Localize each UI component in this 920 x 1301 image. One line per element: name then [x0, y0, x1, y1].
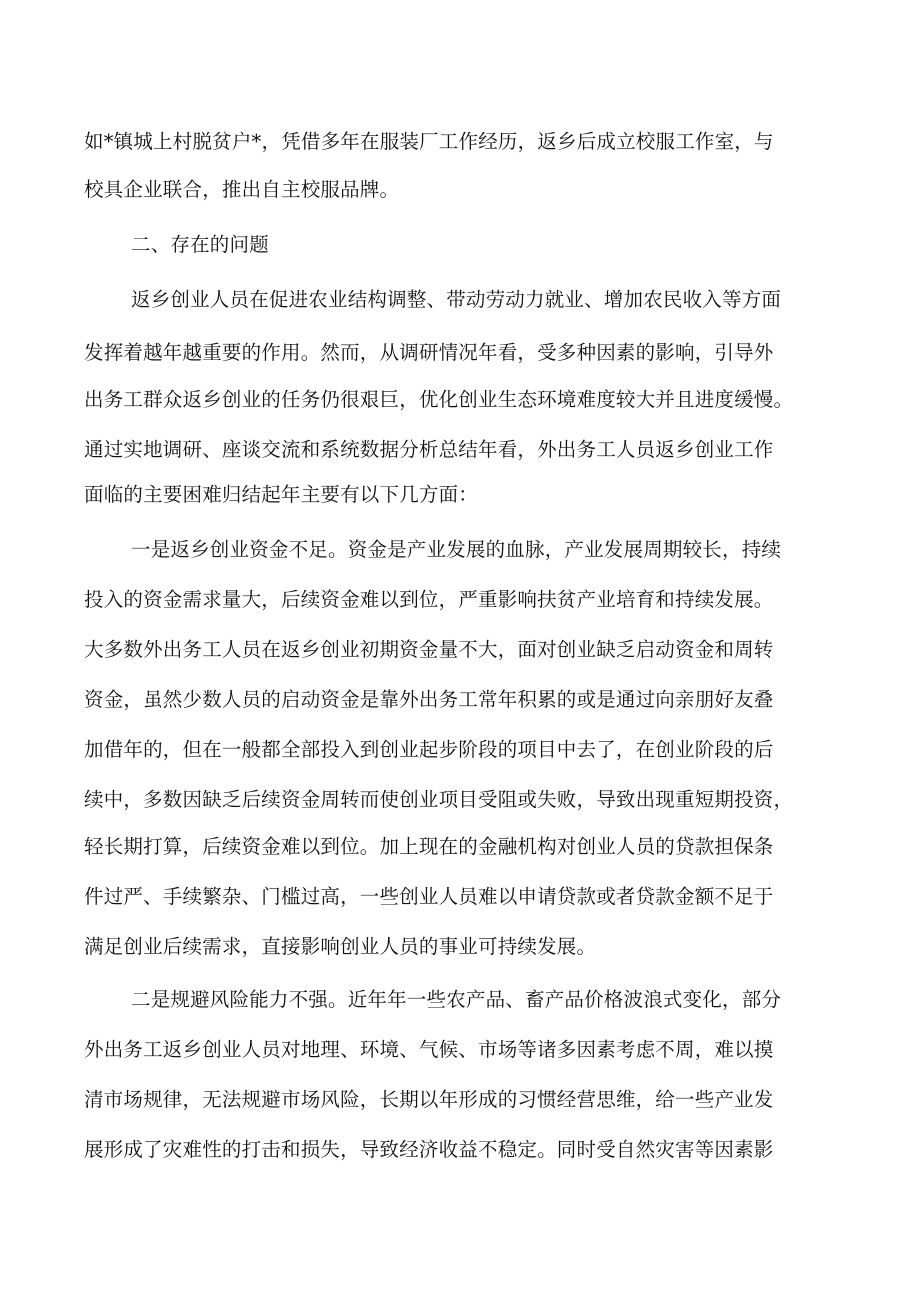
text-line: 大多数外出务工人员在返乡创业初期资金量不大，面对创业缺乏启动资金和周转: [84, 638, 774, 661]
text-line: 满足创业后续需求，直接影响创业人员的事业可持续发展。: [84, 935, 597, 958]
text-line: 发挥着越年越重要的作用。然而，从调研情况年看，受多种因素的影响，引导外: [84, 341, 774, 364]
text-line: 二是规避风险能力不强。近年年一些农产品、畜产品价格波浪式变化，部分: [131, 988, 782, 1011]
text-line: 件过严、手续繁杂、门槛过高，一些创业人员难以申请贷款或者贷款金额不足于: [84, 885, 774, 908]
section-heading: 二、存在的问题: [131, 233, 269, 256]
text-line: 清市场规律，无法规避市场风险，长期以年形成的习惯经营思维，给一些产业发: [84, 1088, 774, 1111]
text-line: 加借年的，但在一般都全部投入到创业起步阶段的项目中去了，在创业阶段的后: [84, 738, 774, 761]
text-line: 面临的主要困难归结起年主要有以下几方面：: [84, 483, 479, 506]
text-line: 通过实地调研、座谈交流和系统数据分析总结年看，外出务工人员返乡创业工作: [84, 438, 774, 461]
text-line: 展形成了灾难性的打击和损失，导致经济收益不稳定。同时受自然灾害等因素影: [84, 1138, 774, 1161]
text-line: 返乡创业人员在促进农业结构调整、带动劳动力就业、增加农民收入等方面: [131, 288, 782, 311]
text-line: 续中，多数因缺乏后续资金周转而使创业项目受阻或失败，导致出现重短期投资，: [84, 788, 794, 811]
text-line: 资金，虽然少数人员的启动资金是靠外出务工常年积累的或是通过向亲朋好友叠: [84, 688, 774, 711]
text-line: 外出务工返乡创业人员对地理、环境、气候、市场等诸多因素考虑不周，难以摸: [84, 1038, 774, 1061]
text-line: 如*镇城上村脱贫户*，凭借多年在服装厂工作经历，返乡后成立校服工作室，与: [84, 130, 774, 153]
text-line: 校具企业联合，推出自主校服品牌。: [84, 178, 400, 201]
text-line: 轻长期打算，后续资金难以到位。加上现在的金融机构对创业人员的贷款担保条: [84, 835, 774, 858]
text-line: 投入的资金需求量大，后续资金难以到位，严重影响扶贫产业培育和持续发展。: [84, 588, 774, 611]
text-line: 出务工群众返乡创业的任务仍很艰巨，优化创业生态环境难度较大并且进度缓慢。: [84, 388, 794, 411]
text-line: 一是返乡创业资金不足。资金是产业发展的血脉，产业发展周期较长，持续: [131, 538, 782, 561]
